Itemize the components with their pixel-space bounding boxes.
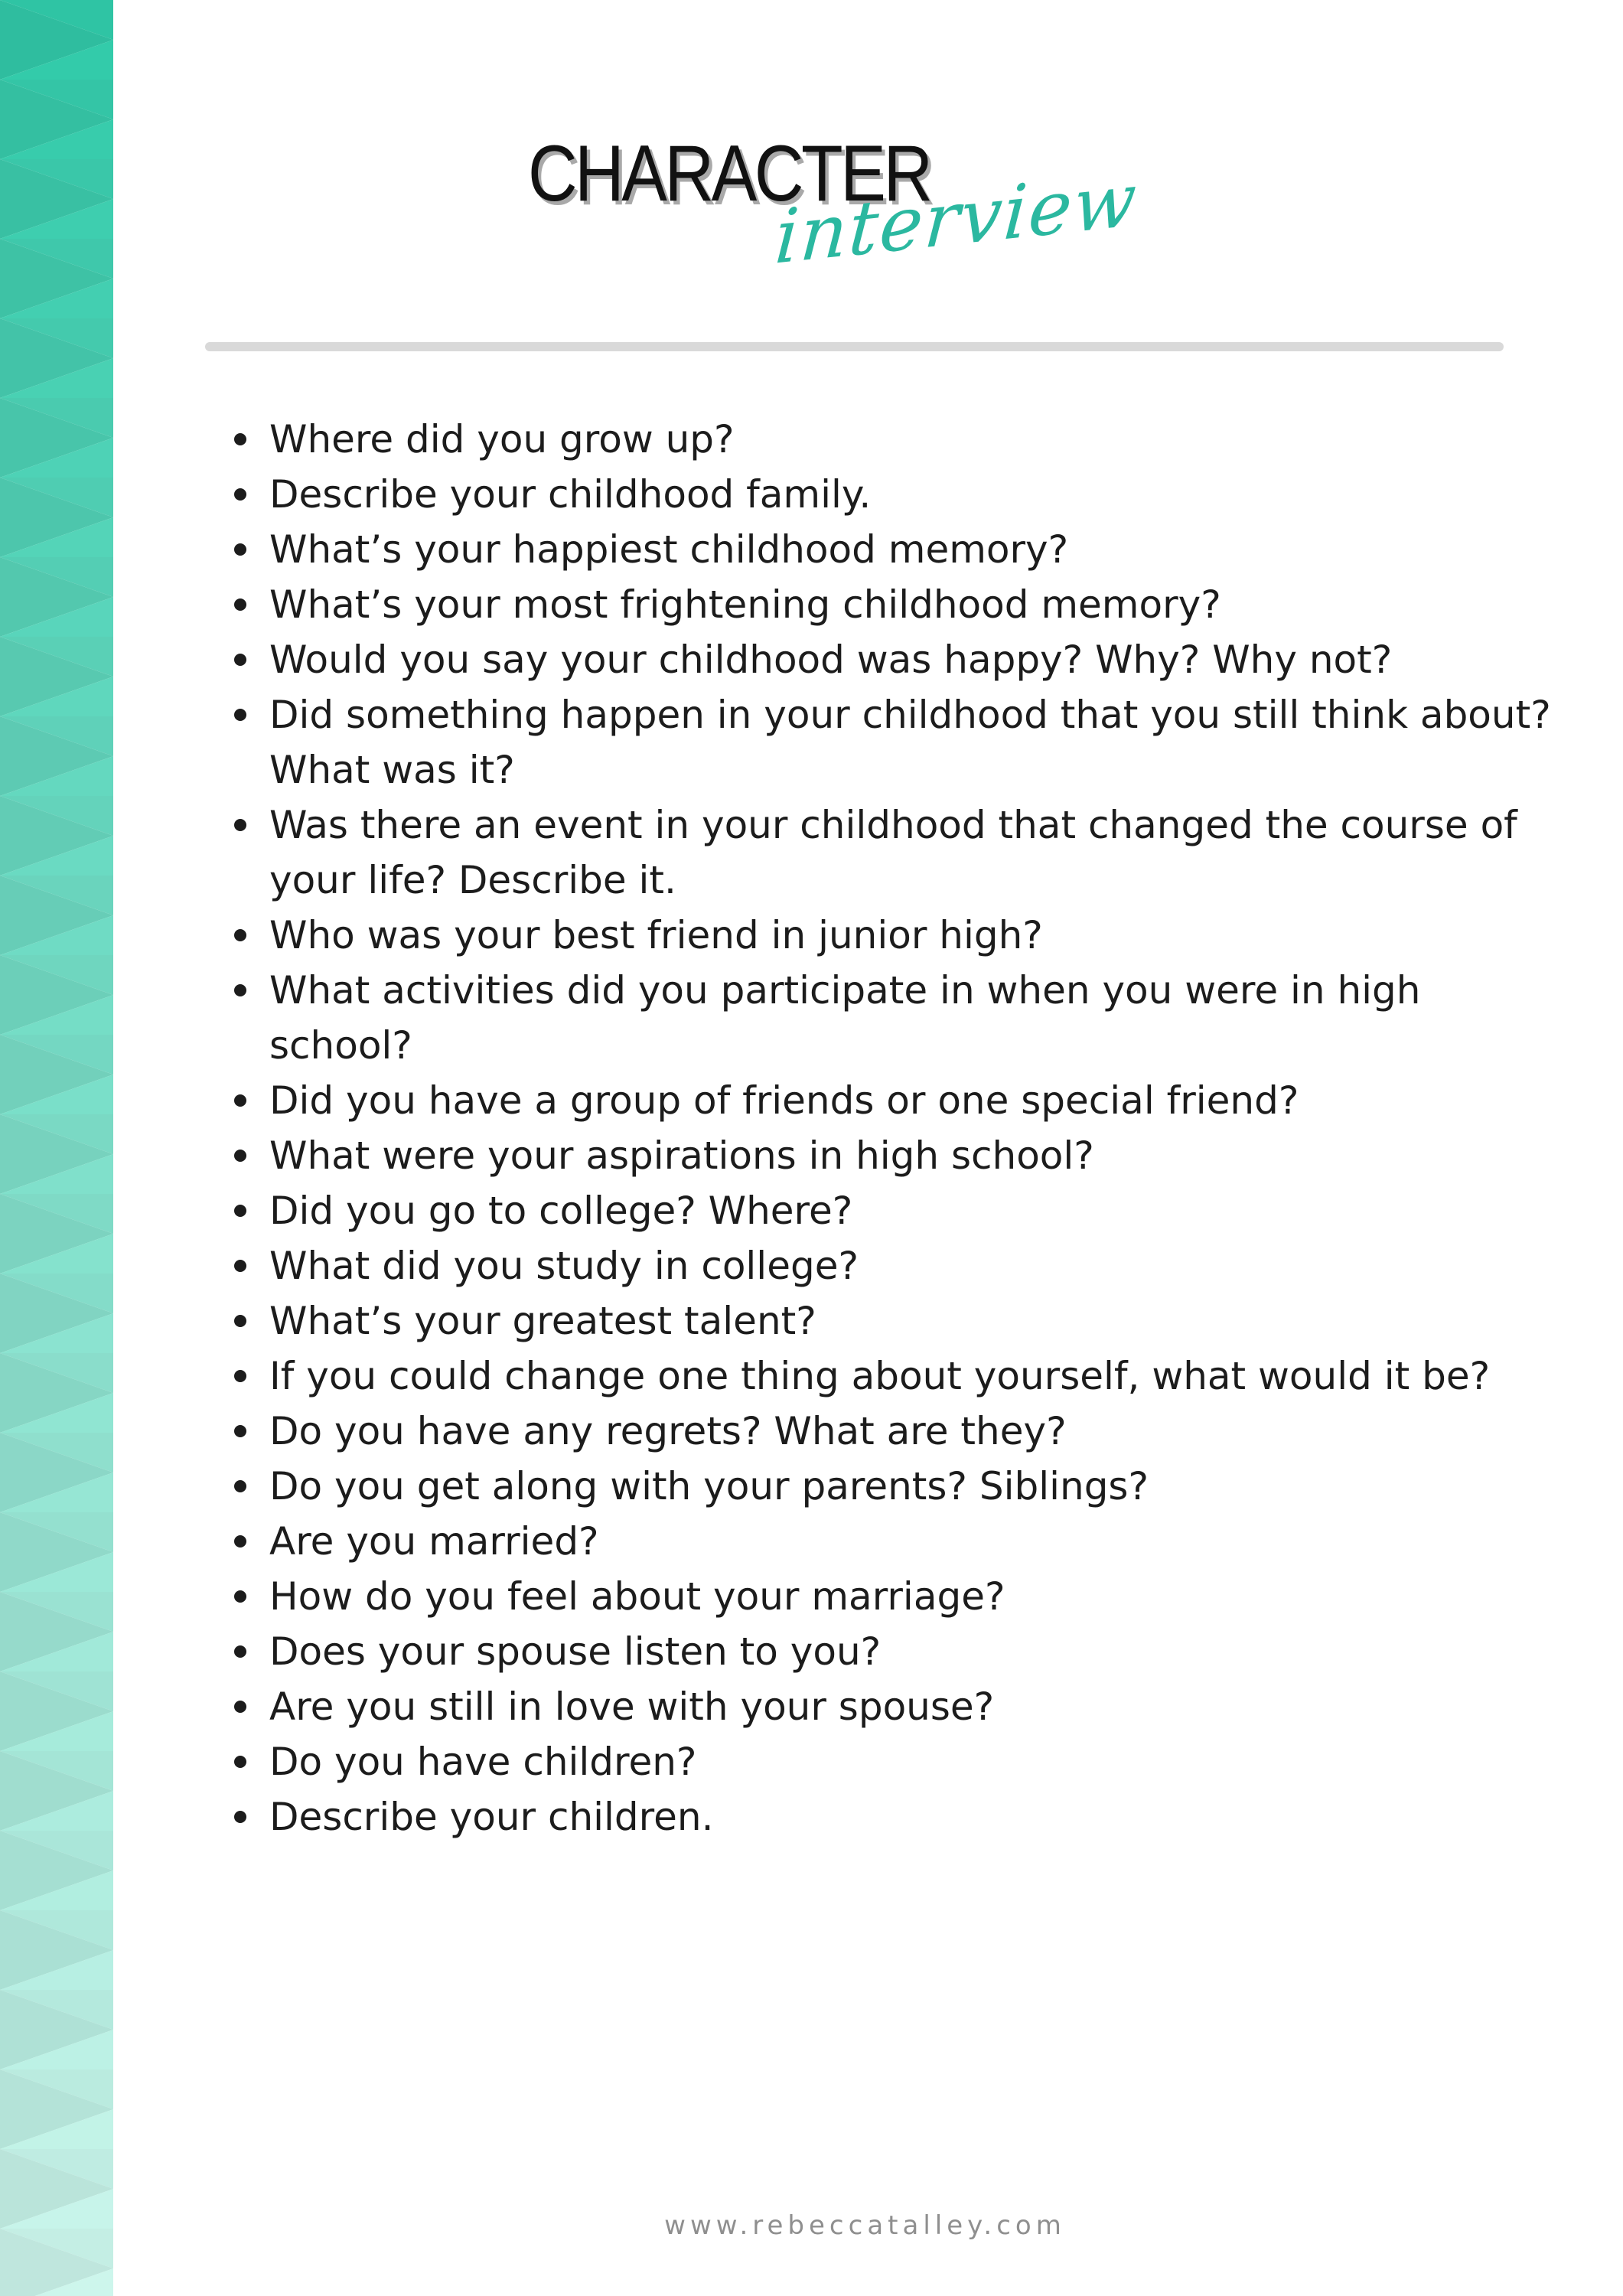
question-item xyxy=(222,963,1569,1073)
question-text: Did you have a group of friends or one special friend? xyxy=(269,1078,1299,1123)
bullet-icon xyxy=(234,1315,246,1327)
question-item xyxy=(222,1404,1569,1459)
bullet-icon xyxy=(234,1150,246,1162)
question-text: What’s your happiest childhood memory? xyxy=(269,527,1069,572)
question-text: Are you still in love with your spouse? xyxy=(269,1684,995,1729)
question-text: Do you get along with your parents? Siblings? xyxy=(269,1464,1149,1508)
bullet-icon xyxy=(234,1480,246,1492)
question-item xyxy=(222,467,1569,522)
question-text: If you could change one thing about yourself, what would it be? xyxy=(269,1354,1491,1398)
question-text: Would you say your childhood was happy? Why? Why not? xyxy=(269,638,1393,682)
question-item xyxy=(222,687,1569,797)
bullet-icon xyxy=(234,1535,246,1548)
question-text: Was there an event in your childhood that changed the course of your life? Describe it. xyxy=(269,803,1517,902)
bullet-icon xyxy=(234,1590,246,1603)
question-text: What activities did you participate in when you were in high school? xyxy=(269,968,1421,1068)
question-item xyxy=(222,1238,1569,1293)
question-text: What were your aspirations in high school? xyxy=(269,1133,1094,1178)
page-title xyxy=(528,129,1141,333)
bullet-icon xyxy=(234,1370,246,1382)
question-item xyxy=(222,797,1569,908)
bullet-icon xyxy=(234,929,246,941)
question-text: How do you feel about your marriage? xyxy=(269,1574,1005,1619)
bullet-icon xyxy=(234,709,246,721)
question-item xyxy=(222,1514,1569,1569)
question-text: What did you study in college? xyxy=(269,1244,859,1288)
question-item xyxy=(222,908,1569,963)
question-list xyxy=(222,412,1569,1844)
bullet-icon xyxy=(234,1645,246,1658)
question-text: Do you have children? xyxy=(269,1740,697,1784)
question-text: Do you have any regrets? What are they? xyxy=(269,1409,1067,1453)
bullet-icon xyxy=(234,488,246,501)
bullet-icon xyxy=(234,984,246,996)
question-text: Who was your best friend in junior high? xyxy=(269,913,1043,957)
title-character: CHARACTER xyxy=(528,129,930,218)
bullet-icon xyxy=(234,1260,246,1272)
question-item xyxy=(222,1734,1569,1789)
question-item xyxy=(222,1293,1569,1349)
question-item xyxy=(222,1789,1569,1844)
question-item xyxy=(222,632,1569,687)
question-item xyxy=(222,1679,1569,1734)
question-text: What’s your greatest talent? xyxy=(269,1299,816,1343)
question-text: What’s your most frightening childhood memory? xyxy=(269,582,1221,627)
question-item xyxy=(222,522,1569,577)
bullet-icon xyxy=(234,1756,246,1768)
bullet-icon xyxy=(234,1701,246,1713)
question-text: Where did you grow up? xyxy=(269,417,735,461)
question-item xyxy=(222,577,1569,632)
decorative-side-band xyxy=(0,0,113,2296)
question-item xyxy=(222,1624,1569,1679)
question-text: Describe your childhood family. xyxy=(269,472,872,517)
question-item xyxy=(222,1459,1569,1514)
question-text: Did something happen in your childhood that you still think about? What was it? xyxy=(269,693,1551,792)
bullet-icon xyxy=(234,1094,246,1107)
bullet-icon xyxy=(234,433,246,445)
header-divider xyxy=(205,342,1504,351)
question-text: Does your spouse listen to you? xyxy=(269,1629,882,1674)
bullet-icon xyxy=(234,543,246,556)
footer-url: www.rebeccatalley.com xyxy=(664,2210,1066,2241)
question-item xyxy=(222,1569,1569,1624)
triangle-pattern xyxy=(0,0,113,2296)
question-item xyxy=(222,412,1569,467)
bullet-icon xyxy=(234,598,246,611)
question-text: Did you go to college? Where? xyxy=(269,1189,853,1233)
bullet-icon xyxy=(234,654,246,666)
bullet-icon xyxy=(234,819,246,831)
question-item xyxy=(222,1349,1569,1404)
title-interview-script: interview xyxy=(772,155,1141,282)
bullet-icon xyxy=(234,1425,246,1437)
bullet-icon xyxy=(234,1811,246,1823)
question-text: Describe your children. xyxy=(269,1795,714,1839)
question-item xyxy=(222,1183,1569,1238)
question-item xyxy=(222,1128,1569,1183)
question-text: Are you married? xyxy=(269,1519,599,1564)
bullet-icon xyxy=(234,1205,246,1217)
question-item xyxy=(222,1073,1569,1128)
